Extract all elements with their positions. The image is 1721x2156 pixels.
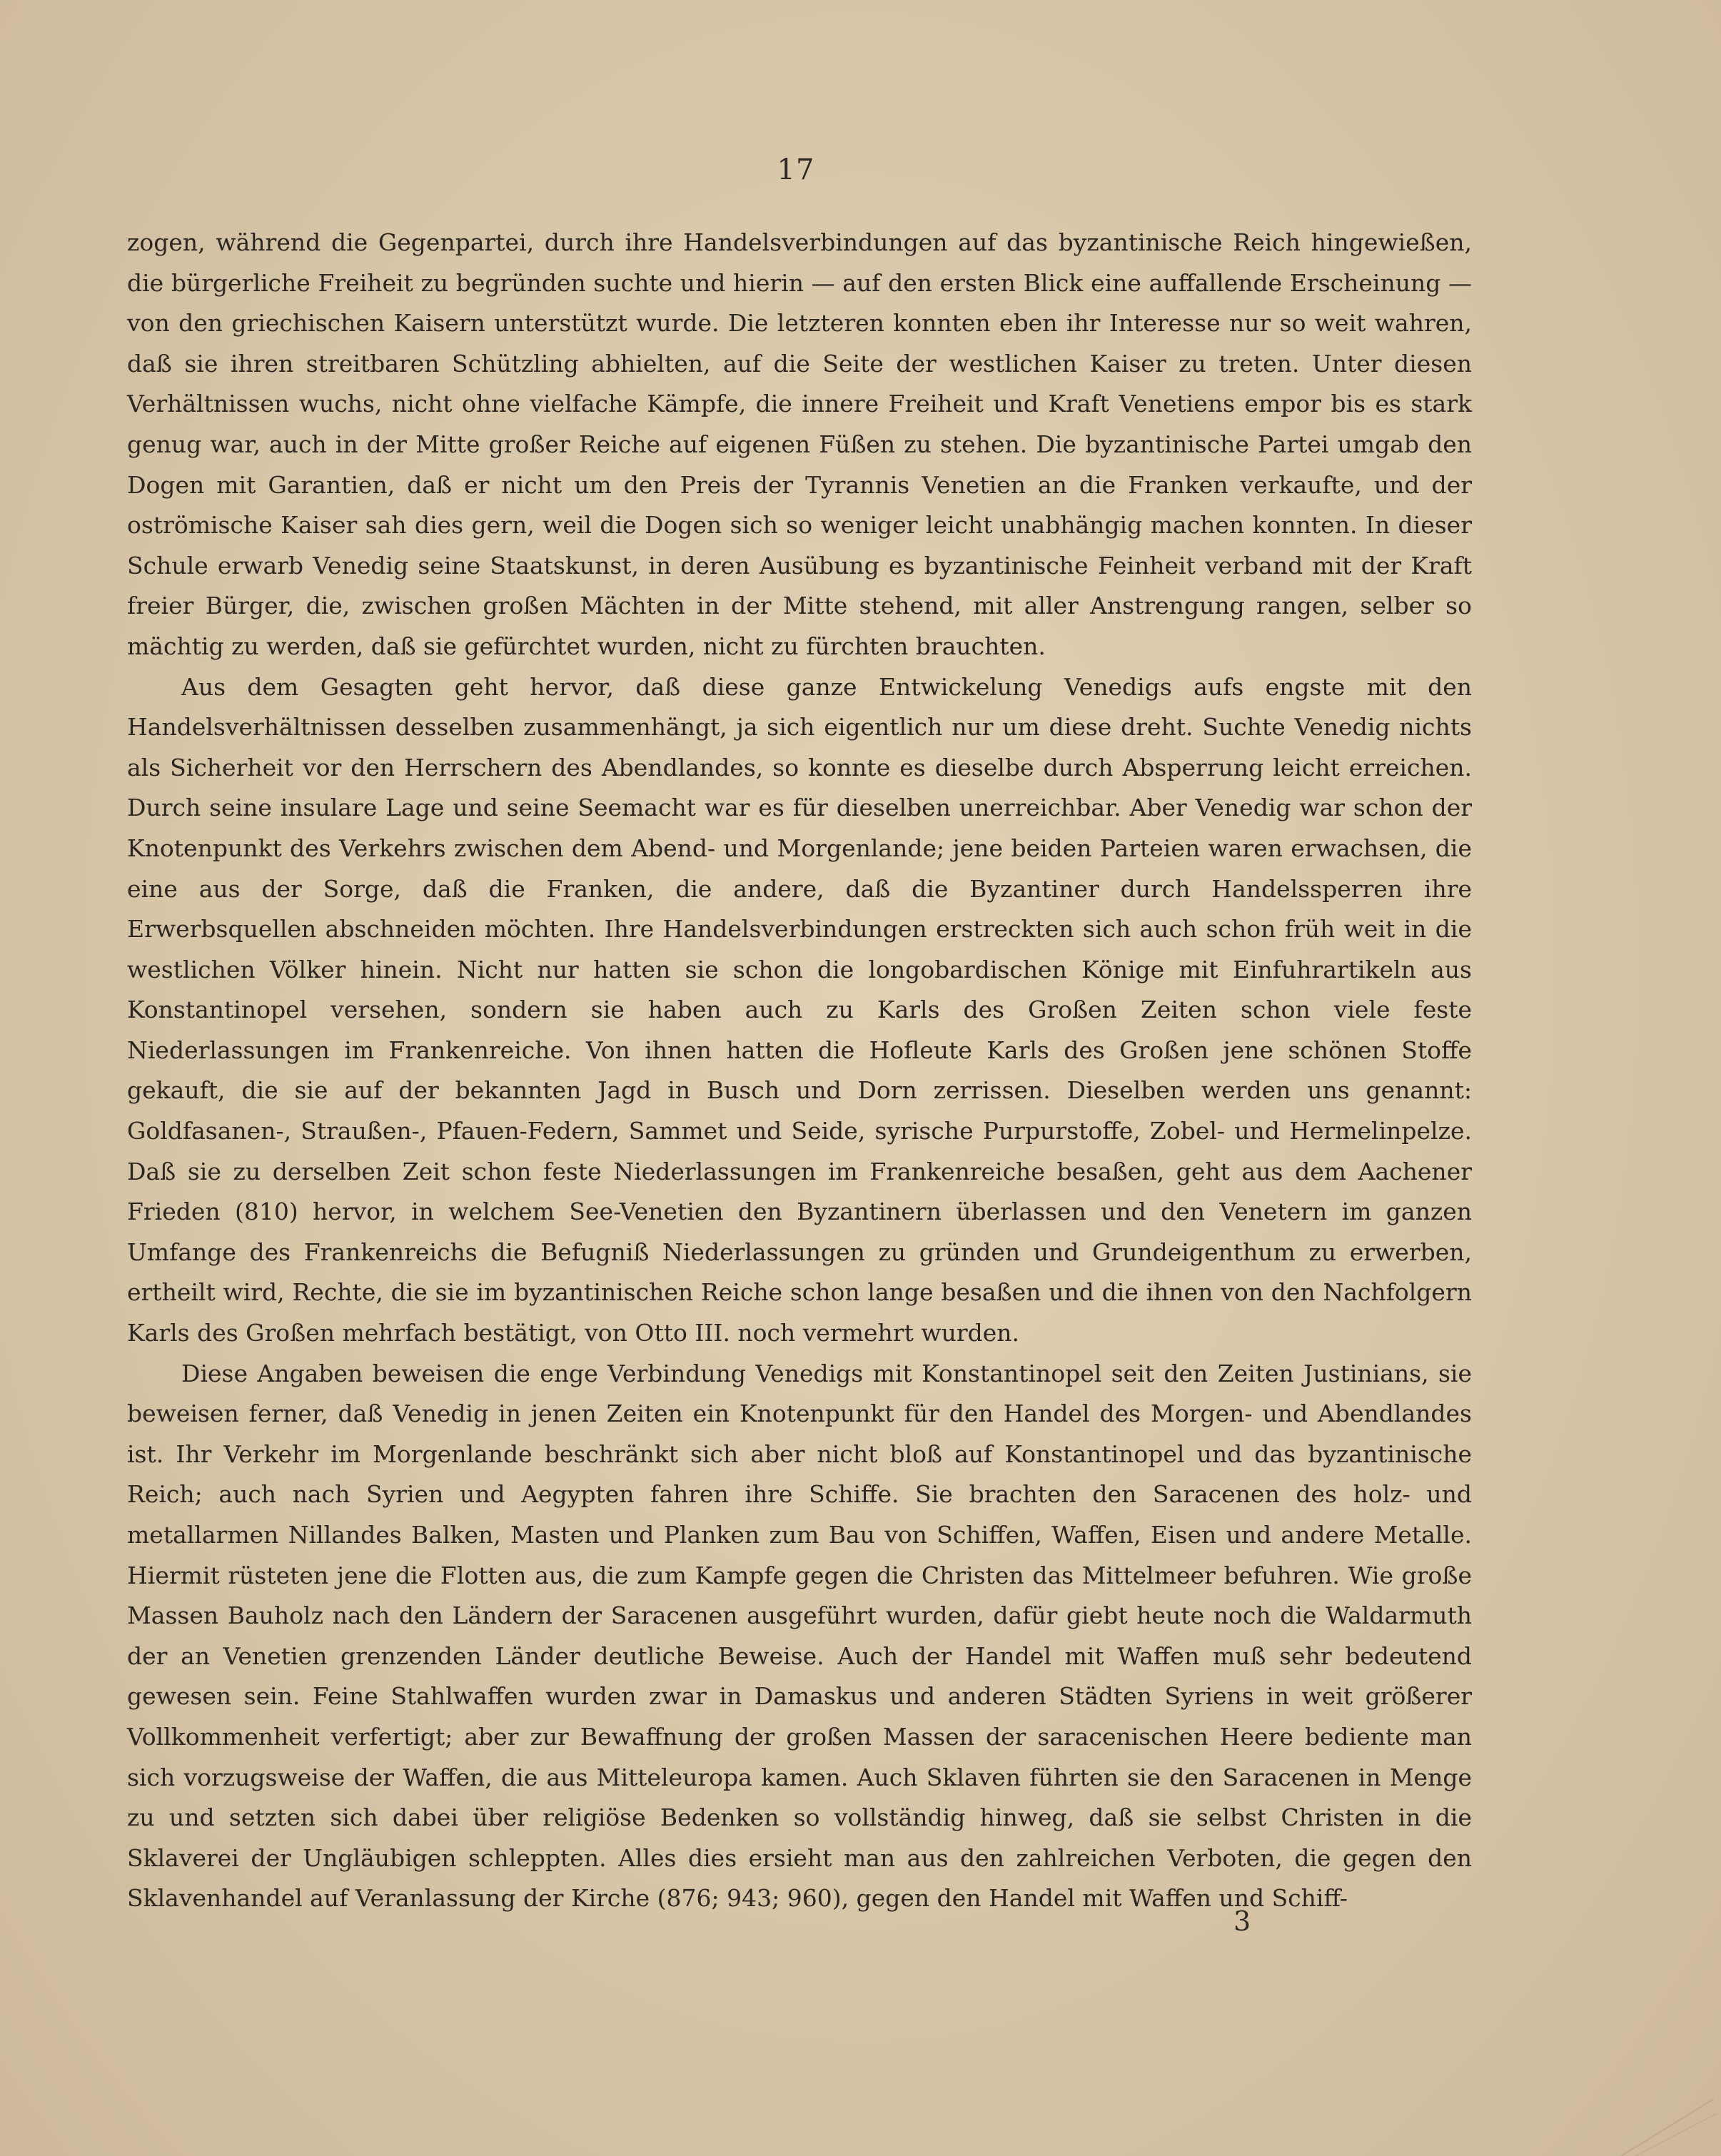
signature-mark: 3	[1233, 1906, 1251, 1937]
paragraph-1: zogen, während die Gegenpartei, durch ihre Handelsverbindungen auf das byzantinische Reich hingewießen, die bürgerliche Freiheit zu begründen suchte und hierin — auf den ersten Blick eine auffallende Erscheinung — von den griechischen Kaisern unterstützt wurde. Die letzteren konnten eben ihr Interesse nur so weit wahren, daß sie ihren streitbaren Schützling abhielten, auf die Seite der westlichen Kaiser zu treten. Unter diesen Verhältnissen wuchs, nicht ohne vielfache Kämpfe, die innere Freiheit und Kraft Venetiens empor bis es stark genug war, auch in der Mitte großer Reiche auf eigenen Füßen zu stehen. Die byzantinische Partei umgab den Dogen mit Garantien, daß er nicht um den Preis der Tyrannis Venetien an die Franken verkaufte, und der oströmische Kaiser sah dies gern, weil die Dogen sich so weniger leicht unabhängig machen konnten. In dieser Schule erwarb Venedig seine Staatskunst, in deren Ausübung es byzantinische Feinheit verband mit der Kraft freier Bürger, die, zwischen großen Mächten in der Mitte stehend, mit aller Anstrengung rangen, selber so mächtig zu werden, daß sie gefürchtet wurden, nicht zu fürchten brauchten.	[127, 228, 1472, 660]
page-corner-wear	[1607, 2070, 1721, 2156]
paragraph-2: Aus dem Gesagten geht hervor, daß diese ganze Entwickelung Venedigs aufs engste mit den Handelsverhältnissen desselben zusammenhängt, ja sich eigentlich nur um diese dreht. Suchte Venedig nichts als Sicherheit vor den Herrschern des Abendlandes, so konnte es dieselbe durch Absperrung leicht erreichen. Durch seine insulare Lage und seine Seemacht war es für dieselben unerreichbar. Aber Venedig war schon der Knotenpunkt des Verkehrs zwischen dem Abend- und Morgenlande; jene beiden Parteien waren erwachsen, die eine aus der Sorge, daß die Franken, die andere, daß die Byzantiner durch Handelssperren ihre Erwerbsquellen abschneiden möchten. Ihre Handelsverbindungen erstreckten sich auch schon früh weit in die westlichen Völker hinein. Nicht nur hatten sie schon die longobardischen Könige mit Einfuhrartikeln aus Konstantinopel versehen, sondern sie haben auch zu Karls des Großen Zeiten schon viele feste Niederlassungen im Frankenreiche. Von ihnen hatten die Hofleute Karls des Großen jene schönen Stoffe gekauft, die sie auf der bekannten Jagd in Busch und Dorn zerrissen. Dieselben werden uns genannt: Goldfasanen-, Straußen-, Pfauen-Federn, Sammet und Seide, syrische Purpurstoffe, Zobel- und Hermelinpelze. Daß sie zu derselben Zeit schon feste Niederlassungen im Frankenreiche besaßen, geht aus dem Aachener Frieden (810) hervor, in welchem See-Venetien den Byzantinern überlassen und den Venetern im ganzen Umfange des Frankenreichs die Befugniß Niederlassungen zu gründen und Grundeigenthum zu erwerben, ertheilt wird, Rechte, die sie im byzantinischen Reiche schon lange besaßen und die ihnen von den Nachfolgern Karls des Großen mehrfach bestätigt, von Otto III. noch vermehrt wurden.	[127, 672, 1472, 1347]
page-number: 17	[777, 153, 815, 186]
paragraph-3: Diese Angaben beweisen die enge Verbindung Venedigs mit Konstantinopel seit den Zeiten Justinians, sie beweisen ferner, daß Venedig in jenen Zeiten ein Knotenpunkt für den Handel des Morgen- und Abendlandes ist. Ihr Verkehr im Morgenlande beschränkt sich aber nicht bloß auf Konstantinopel und das byzantinische Reich; auch nach Syrien und Aegypten fahren ihre Schiffe. Sie brachten den Saracenen des holz- und metallarmen Nillandes Balken, Masten und Planken zum Bau von Schiffen, Waffen, Eisen und andere Metalle. Hiermit rüsteten jene die Flotten aus, die zum Kampfe gegen die Christen das Mittelmeer befuhren. Wie große Massen Bauholz nach den Ländern der Saracenen ausgeführt wurden, dafür giebt heute noch die Waldarmuth der an Venetien grenzenden Länder deutliche Beweise. Auch der Handel mit Waffen muß sehr bedeutend gewesen sein. Feine Stahlwaffen wurden zwar in Damaskus und anderen Städten Syriens in weit größerer Vollkommenheit verfertigt; aber zur Bewaffnung der großen Massen der saracenischen Heere bediente man sich vorzugsweise der Waffen, die aus Mitteleuropa kamen. Auch Sklaven führten sie den Saracenen in Menge zu und setzten sich dabei über religiöse Bedenken so vollständig hinweg, daß sie selbst Christen in die Sklaverei der Ungläubigen schleppten. Alles dies ersieht man aus den zahlreichen Verboten, die gegen den Sklavenhandel auf Veranlassung der Kirche (876; 943; 960), gegen den Handel mit Waffen und Schiff-	[127, 1359, 1472, 1913]
body-text	[127, 223, 1472, 1919]
